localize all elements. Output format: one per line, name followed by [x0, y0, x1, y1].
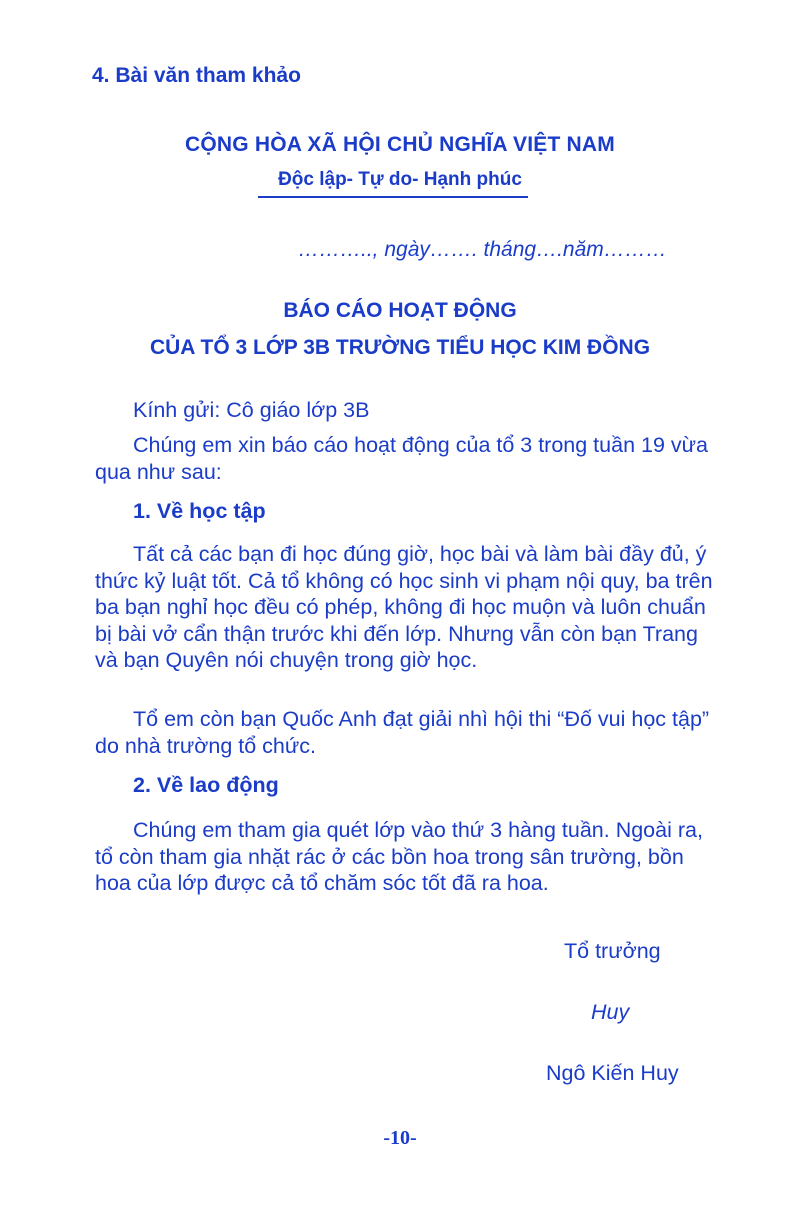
page-number: -10-: [383, 1127, 417, 1149]
salutation: Kính gửi: Cô giáo lớp 3B: [133, 398, 370, 422]
section-1-paragraph-2: Tổ em còn bạn Quốc Anh đạt giải nhì hội thi “Đố vui học tập” do nhà trường tổ chức.: [95, 707, 710, 758]
section-1-paragraph-1: Tất cả các bạn đi học đúng giờ, học bài và làm bài đầy đủ, ý thức kỷ luật tốt. Cả tổ không có học sinh vi phạm nội quy, ba trên ba bạn nghỉ học đều có phép, không đi học muộn và luôn chuẩn bị bài vở cẩn thận trước khi đến lớp. Nhưng vẫn còn bạn Trang và bạn Quyên nói chuyện trong giờ học.: [95, 542, 713, 672]
signature-mark: Huy: [591, 1000, 630, 1024]
signature-name: Ngô Kiến Huy: [546, 1061, 679, 1085]
signature-title: Tổ trưởng: [564, 939, 661, 963]
national-motto: Độc lập- Tự do- Hạnh phúc: [278, 169, 522, 190]
report-title-line-1: BÁO CÁO HOẠT ĐỘNG: [283, 299, 517, 322]
section-2-heading: 2. Về lao động: [133, 773, 279, 797]
section-2-paragraph-1: Chúng em tham gia quét lớp vào thứ 3 hàng tuần. Ngoài ra, tổ còn tham gia nhặt rác ở các bồn hoa trong sân trường, bồn hoa của lớp được cả tổ chăm sóc tốt đã ra hoa.: [95, 818, 703, 895]
section-heading: 4. Bài văn tham khảo: [92, 64, 301, 87]
date-line: ……….., ngày……. tháng….năm………: [298, 238, 667, 261]
report-title-line-2: CỦA TỔ 3 LỚP 3B TRƯỜNG TIỂU HỌC KIM ĐỒNG: [149, 336, 651, 359]
intro-paragraph: Chúng em xin báo cáo hoạt động của tổ 3 trong tuần 19 vừa qua như sau:: [95, 433, 708, 484]
section-1-heading: 1. Về học tập: [133, 499, 266, 523]
national-title: CỘNG HÒA XÃ HỘI CHỦ NGHĨA VIỆT NAM: [185, 133, 615, 156]
motto-underline: [258, 196, 528, 198]
